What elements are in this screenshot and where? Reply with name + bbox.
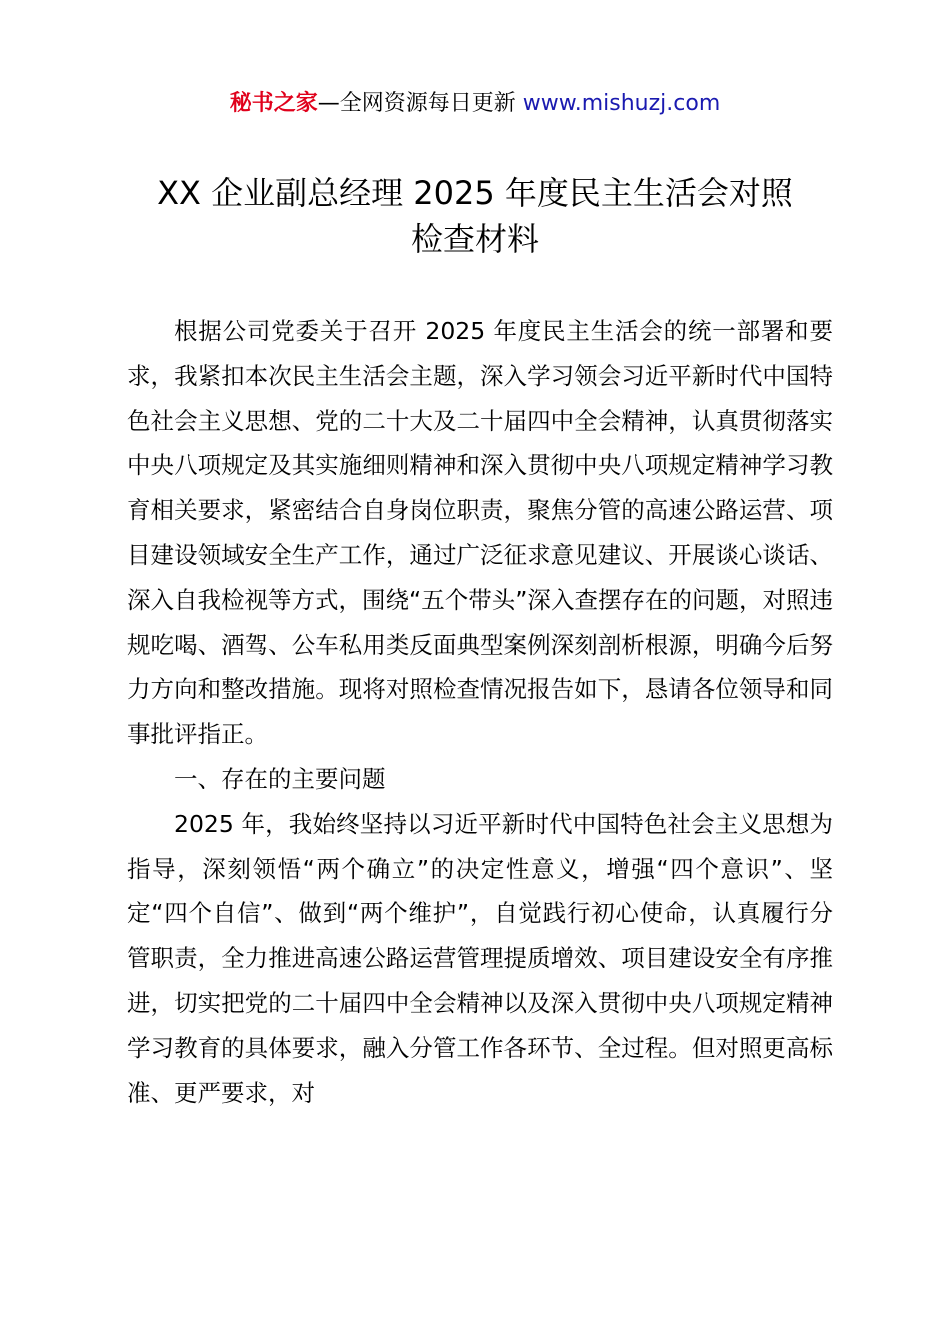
site-header [0, 88, 950, 120]
section-paragraph: 2025 年，我始终坚持以习近平新时代中国特色社会主义思想为指导，深刻领悟“两个确立”的决定性意义，增强“四个意识”、坚定“四个自信”、做到“两个维护”，自觉践行初心使命，认真履行分管职责，全力推进高速公路运营管理提质增效、项目建设安全有序推进，切实把党的二十届四中全会精神以及深入贯彻中央八项规定精神学习教育的具体要求，融入分管工作各环节、全过程。但对照更高标准、更严要求，对 [127, 809, 833, 1107]
document-title-line2: 检查材料 [410, 220, 539, 258]
intro-paragraph: 根据公司党委关于召开 2025 年度民主生活会的统一部署和要求，我紧扣本次民主生活会主题，深入学习领会习近平新时代中国特色社会主义思想、党的二十大及二十届四中全会精神，认真贯彻落实中央八项规定及其实施细则精神和深入贯彻中央八项规定精神学习教育相关要求，紧密结合自身岗位职责，聚焦分管的高速公路运营、项目建设领域安全生产工作，通过广泛征求意见建议、开展谈心谈话、深入自我检视等方式，围绕“五个带头”深入查摆存在的问题，对照违规吃喝、酒驾、公车私用类反面典型案例深刻剖析根源，明确今后努力方向和整改措施。现将对照检查情况报告如下，恳请各位领导和同事批评指正。 [127, 317, 833, 749]
section-heading: 一、存在的主要问题 [174, 764, 386, 793]
site-url-link[interactable]: www.mishuzj.com [522, 91, 721, 116]
document-title [100, 170, 850, 262]
document-body [127, 309, 833, 1115]
site-tagline: —全网资源每日更新 [317, 91, 523, 116]
document-title-line1: XX 企业副总经理 2025 年度民主生活会对照 [157, 174, 793, 212]
site-brand: 秘书之家 [229, 91, 318, 116]
